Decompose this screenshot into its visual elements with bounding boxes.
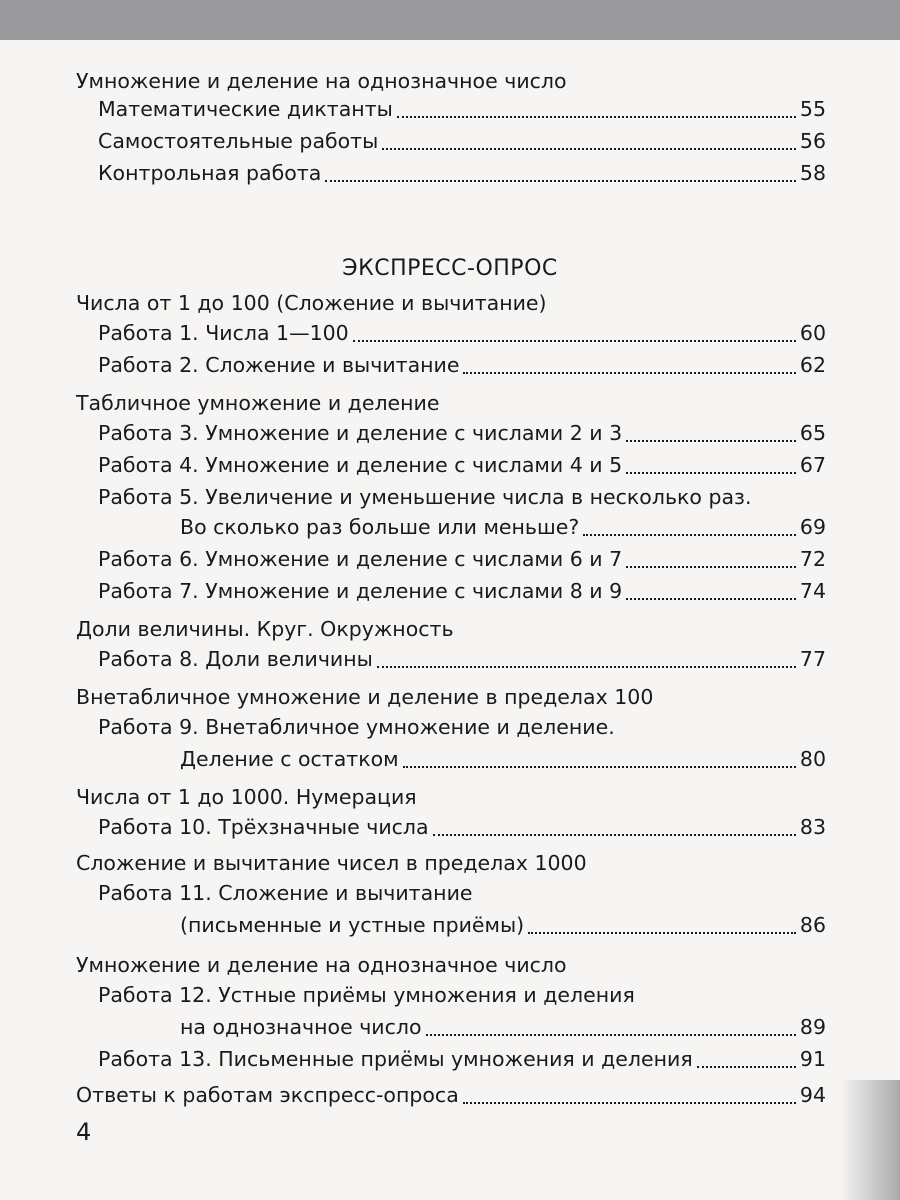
dot-leader xyxy=(377,666,796,668)
toc-entry[interactable] xyxy=(98,126,826,156)
toc-heading: Сложение и вычитание чисел в пределах 1000 xyxy=(76,851,587,875)
toc-entry-title-continued: Во сколько раз больше или меньше? xyxy=(180,515,580,539)
toc-entry-page: 83 xyxy=(799,815,826,839)
toc-entry-title: Работа 4. Умножение и деление с числами 4 и 5 xyxy=(98,453,623,477)
toc-entry[interactable] xyxy=(98,450,826,480)
toc-entry-page: 58 xyxy=(799,161,826,185)
toc-entry-page: 69 xyxy=(799,515,826,539)
dot-leader xyxy=(325,180,796,182)
dot-leader xyxy=(626,472,796,474)
dot-leader xyxy=(382,148,796,150)
toc-entry[interactable] xyxy=(98,544,826,574)
toc-entry[interactable] xyxy=(98,318,826,348)
section-title: ЭКСПРЕСС-ОПРОС xyxy=(342,256,558,281)
dot-leader xyxy=(697,1066,796,1068)
toc-entry[interactable] xyxy=(98,158,826,188)
toc-entry-page: 80 xyxy=(799,747,826,771)
toc-entry-page: 94 xyxy=(799,1083,826,1107)
toc-entry[interactable] xyxy=(98,812,826,842)
dot-leader xyxy=(463,1102,796,1104)
toc-entry-title: Работа 3. Умножение и деление с числами 2 и 3 xyxy=(98,421,623,445)
toc-entry[interactable] xyxy=(180,512,826,542)
toc-heading: Умножение и деление на однозначное число xyxy=(76,953,567,977)
toc-entry[interactable] xyxy=(180,744,826,774)
toc-entry-page: 72 xyxy=(799,547,826,571)
toc-entry-title: Работа 6. Умножение и деление с числами 6 и 7 xyxy=(98,547,623,571)
toc-entry-title-continued: Деление с остатком xyxy=(180,747,399,771)
toc-entry[interactable] xyxy=(98,1044,826,1074)
toc-entry-page: 74 xyxy=(799,579,826,603)
dot-leader xyxy=(528,932,796,934)
toc-entry-title: Работа 1. Числа 1—100 xyxy=(98,321,349,345)
dot-leader xyxy=(397,116,796,118)
dot-leader xyxy=(433,834,796,836)
toc-entry[interactable] xyxy=(180,910,826,940)
dot-leader xyxy=(583,534,796,536)
toc-heading: Табличное умножение и деление xyxy=(76,391,440,415)
page-edge-shadow xyxy=(840,1080,900,1200)
toc-entry-title: Самостоятельные работы xyxy=(98,129,379,153)
toc-entry-title: Математические диктанты xyxy=(98,97,393,121)
dot-leader xyxy=(353,340,796,342)
toc-entry-title: Ответы к работам экспресс-опроса xyxy=(76,1083,459,1107)
dot-leader xyxy=(626,440,796,442)
dot-leader xyxy=(426,1034,796,1036)
dot-leader xyxy=(403,766,796,768)
toc-heading: Числа от 1 до 100 (Сложение и вычитание) xyxy=(76,291,547,315)
toc-entry-title[interactable]: Работа 9. Внетабличное умножение и деление. xyxy=(98,715,615,739)
toc-entry-page: 62 xyxy=(799,353,826,377)
toc-entry-title: Контрольная работа xyxy=(98,161,322,185)
toc-entry-page: 67 xyxy=(799,453,826,477)
toc-entry[interactable] xyxy=(98,94,826,124)
toc-entry-page: 89 xyxy=(799,1015,826,1039)
toc-entry-answers[interactable] xyxy=(76,1080,826,1110)
toc-heading: Умножение и деление на однозначное число xyxy=(76,69,567,93)
dot-leader xyxy=(463,372,795,374)
toc-entry-title-continued: (письменные и устные приёмы) xyxy=(180,913,525,937)
toc-heading: Внетабличное умножение и деление в пределах 100 xyxy=(76,685,654,709)
toc-entry-page: 91 xyxy=(799,1047,826,1071)
toc-entry-title: Работа 2. Сложение и вычитание xyxy=(98,353,460,377)
toc-entry-page: 86 xyxy=(799,913,826,937)
dot-leader xyxy=(626,566,796,568)
toc-entry-title[interactable]: Работа 12. Устные приёмы умножения и деления xyxy=(98,983,635,1007)
toc-entry-title-continued: на однозначное число xyxy=(180,1015,422,1039)
toc-entry-page: 55 xyxy=(799,97,826,121)
toc-heading: Доли величины. Круг. Окружность xyxy=(76,617,454,641)
toc-entry[interactable] xyxy=(180,1012,826,1042)
toc-entry-page: 60 xyxy=(799,321,826,345)
toc-entry-title[interactable]: Работа 5. Увеличение и уменьшение числа в несколько раз. xyxy=(98,485,752,509)
toc-entry-page: 77 xyxy=(799,647,826,671)
dot-leader xyxy=(626,598,796,600)
toc-entry-page: 56 xyxy=(799,129,826,153)
toc-entry-page: 65 xyxy=(799,421,826,445)
toc-entry-title: Работа 7. Умножение и деление с числами 8 и 9 xyxy=(98,579,623,603)
toc-entry[interactable] xyxy=(98,418,826,448)
toc-entry[interactable] xyxy=(98,350,826,380)
toc-entry-title: Работа 10. Трёхзначные числа xyxy=(98,815,429,839)
toc-entry-title[interactable]: Работа 11. Сложение и вычитание xyxy=(98,881,473,905)
toc-heading: Числа от 1 до 1000. Нумерация xyxy=(76,785,417,809)
toc-entry[interactable] xyxy=(98,644,826,674)
toc-entry-title: Работа 8. Доли величины xyxy=(98,647,373,671)
toc-entry[interactable] xyxy=(98,576,826,606)
toc-entry-title: Работа 13. Письменные приёмы умножения и деления xyxy=(98,1047,693,1071)
page-number: 4 xyxy=(76,1118,92,1146)
